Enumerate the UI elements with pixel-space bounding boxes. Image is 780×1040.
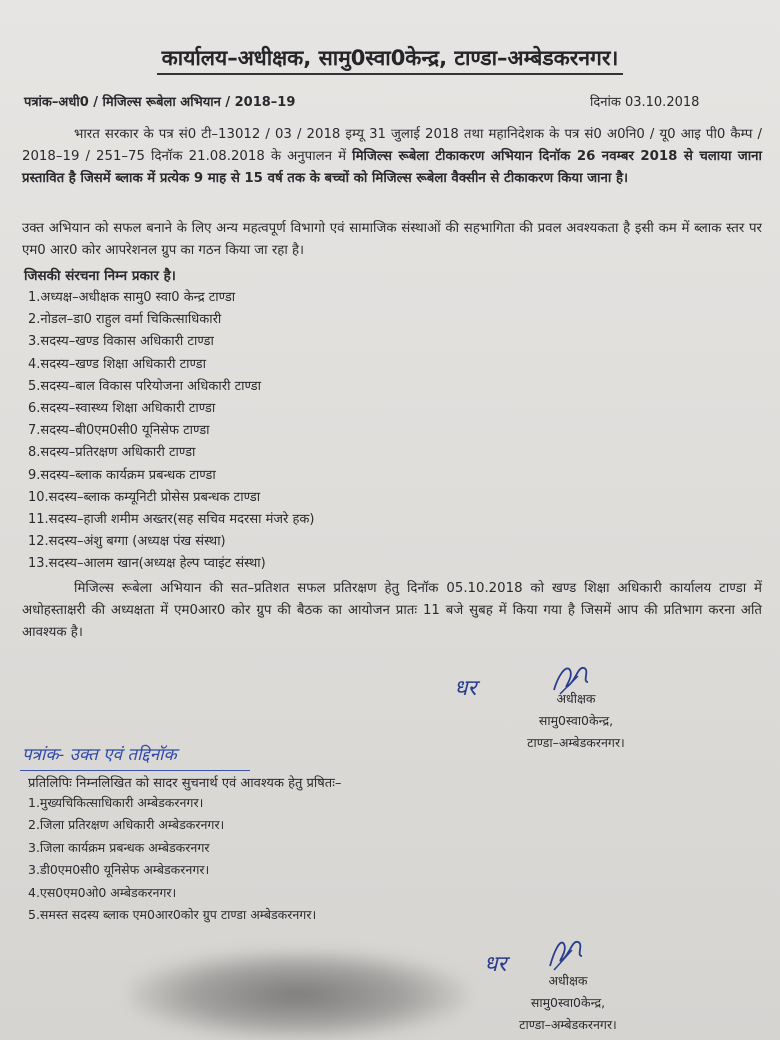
intro-paragraph [22, 124, 762, 190]
list-item: 3.जिला कार्यक्रम प्रबन्धक अम्बेडकरनगर [28, 839, 210, 855]
copy-heading: प्रतिलिपिः निम्नलिखित को सादर सुचनार्थ एवं आवश्यक हेतु प्रषितः– [28, 776, 342, 791]
handwritten-note: पत्रांक- उक्त एवं तद्दिनॉक [22, 745, 177, 765]
list-item: 7.सदस्य–बी0एम0सी0 यूनिसेफ टाण्डा [28, 423, 210, 439]
structure-heading: जिसकी संरचना निम्न प्रकार है। [24, 268, 176, 284]
handwritten-initials: धर [454, 676, 477, 701]
meeting-paragraph: मिजिल्स रूबेला अभियान की सत–प्रतिशत सफल प्रतिरक्षण हेतु दिनॉक 05.10.2018 को खण्ड शिक्षा अधिकारी कार्यालय टाण्डा में अधोहस्ताक्षरी की अध्यक्षता में एम0आर0 कोर ग्रुप की बैठक का आयोजन प्रातः 11 बजे सुबह में किया गया है जिसमें आप की प्रतिभाग करना अति आवश्यक है। [22, 581, 762, 640]
signatory-office: सामु0स्वा0केन्द्र, [538, 713, 614, 728]
list-item: 2.जिला प्रतिरक्षण अधिकारी अम्बेडकरनगर। [28, 817, 225, 833]
intro-text: भारत सरकार के पत्र सं0 टी–13012 / 03 / 2018 इम्यू 31 जुलाई 2018 तथा महानिदेशक के पत्र सं0 अ0नि0 / यू0 आइ पी0 कैम्प / 2018–19 / 251–75 दिनॉक 21.08.2018 के अनुपालन में [22, 127, 762, 164]
list-item: 3.सदस्य–खण्ड विकास अधिकारी टाण्डा [28, 334, 214, 350]
title-underline [157, 73, 623, 75]
list-item: 12.सदस्य–अंशु बग्गा (अध्यक्ष पंख संस्था) [28, 534, 226, 550]
member-list [28, 287, 314, 575]
list-item: 5.सदस्य–बाल विकास परियोजना अधिकारी टाण्डा [28, 378, 262, 394]
list-item: 9.सदस्य–ब्लाक कार्यक्रम प्रबन्धक टाण्डा [28, 467, 216, 483]
signatory-title: अधीक्षक [548, 973, 588, 988]
purpose-paragraph: उक्त अभियान को सफल बनाने के लिए अन्य महत्वपूर्ण विभागो एवं सामाजिक संस्थाओं की सहभागिता की प्रवल अवश्यकता है इसी कम में ब्लाक स्तर पर एम0 आर0 कोर आपरेशनल ग्रुप का गठन किया जा रहा है। [22, 221, 762, 258]
list-item: 4.एस0एम0ओ0 अम्बेडकरनगर। [28, 884, 177, 900]
list-item: 11.सदस्य–हाजी शमीम अख्तर(सह सचिव मदरसा मंजरे हक) [28, 511, 315, 527]
signatory-office: सामु0स्वा0केन्द्र, [530, 995, 606, 1010]
letter-date: दिनांक 03.10.2018 [590, 95, 700, 110]
signature-block [496, 688, 656, 754]
signature-scribble-icon [544, 930, 588, 974]
handwritten-underline [20, 770, 250, 771]
letter-reference: पत्रांक–अधी0 / मिजिल्स रूबेला अभियान / 2018–19 [24, 95, 296, 110]
list-item: 1.अध्यक्ष–अधीक्षक सामु0 स्वा0 केन्द्र टाण्डा [28, 290, 236, 305]
signature-block [488, 970, 648, 1036]
signatory-title: अधीक्षक [556, 691, 596, 706]
list-item: 4.सदस्य–खण्ड शिक्षा अधिकारी टाण्डा [28, 356, 206, 372]
list-item: 2.नोडल–डा0 राहुल वर्मा चिकित्साधिकारी [28, 312, 222, 328]
list-item: 6.सदस्य–स्वास्थ्य शिक्षा अधिकारी टाण्डा [28, 400, 216, 416]
list-item: 13.सदस्य–आलम खान(अध्यक्ष हेल्प प्वाइंट संस्था) [28, 556, 266, 572]
copy-recipient-list [28, 792, 316, 926]
intro-bold-text: मिजिल्स रूबेला टीकाकरण अभियान दिनॉक 26 नवम्बर 2018 से चलाया जाना प्रस्तावित है जिसमें ब्लाक में प्रत्येक 9 माह से 15 वर्ष तक के बच्चों को मिजिल्स रूबेला वैक्सीन से टीकाकरण किया जाना है। [22, 149, 763, 186]
photo-shadow [128, 950, 468, 1040]
list-item: 5.समस्त सदस्य ब्लाक एम0आर0कोर ग्रुप टाण्डा अम्बेडकरनगर। [28, 906, 317, 922]
list-item: 8.सदस्य–प्रतिरक्षण अधिकारी टाण्डा [28, 445, 196, 461]
signatory-location: टाण्डा–अम्बेडकरनगर। [527, 735, 625, 750]
list-item: 3.डी0एम0सी0 यूनिसेफ अम्बेडकरनगर। [28, 862, 210, 878]
list-item: 1.मुख्यचिकित्साधिकारी अम्बेडकरनगर। [28, 795, 204, 810]
handwritten-initials: धर [484, 952, 507, 977]
signatory-location: टाण्डा–अम्बेडकरनगर। [519, 1017, 617, 1032]
office-title: कार्यालय–अधीक्षक, सामु0स्वा0केन्द्र, टाण्डा–अम्बेडकरनगर। [161, 46, 619, 70]
list-item: 10.सदस्य–ब्लाक कम्यूनिटी प्रोसेस प्रबन्धक टाण्डा [28, 489, 261, 505]
